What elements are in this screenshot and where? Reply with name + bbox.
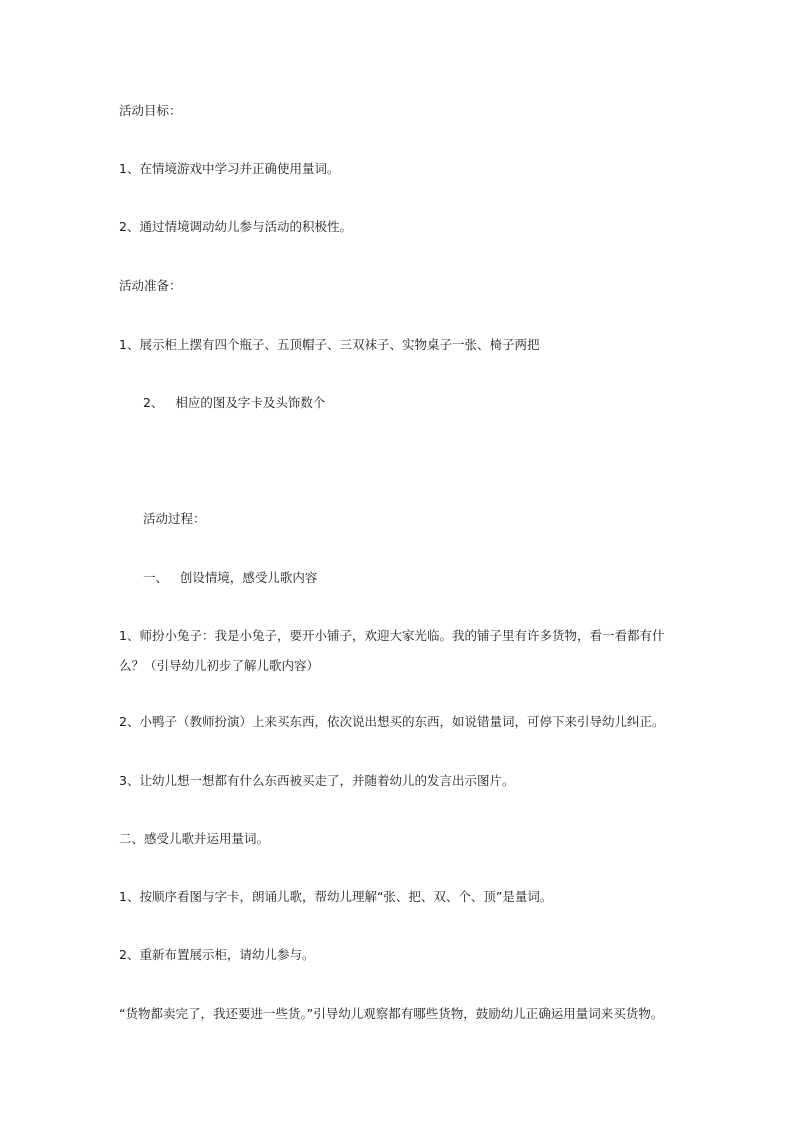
section-one-item-2: 2、小鸭子（教师扮演）上来买东西，依次说出想买的东西，如说错量词，可停下来引导幼儿纠正。 [119, 714, 665, 729]
section-two-item-2: 2、重新布置展示柜，请幼儿参与。 [119, 947, 315, 962]
prep-item-2: 2、 相应的图及字卡及头饰数个 [143, 395, 326, 410]
prep-heading: 活动准备： [119, 278, 182, 293]
section-one-item-3: 3、让幼儿想一想都有什么东西被买走了，并随着幼儿的发言出示图片。 [119, 773, 515, 788]
closing-quote: “货物都卖完了，我还要进一些货。”引导幼儿观察都有哪些货物，鼓励幼儿正确运用量词来买货物。 [119, 1006, 664, 1021]
goal-heading: 活动目标： [119, 103, 182, 118]
section-two-title: 二、感受儿歌并运用量词。 [119, 831, 270, 846]
section-one-item-1: 1、师扮小兔子：我是小兔子，要开小铺子，欢迎大家光临。我的铺子里有许多货物，看一看都有什么？（引导幼儿初步了解儿歌内容） [119, 628, 665, 673]
process-heading: 活动过程： [143, 511, 206, 526]
goal-item-2: 2、通过情境调动幼儿参与活动的积极性。 [119, 219, 352, 234]
prep-item-1: 1、展示柜上摆有四个瓶子、五顶帽子、三双袜子、实物桌子一张、椅子两把 [119, 337, 540, 352]
section-two-item-1: 1、按顺序看图与字卡，朗诵儿歌，帮幼儿理解“张、把、双、个、顶”是量词。 [119, 889, 553, 904]
goal-item-1: 1、在情境游戏中学习并正确使用量词。 [119, 161, 340, 176]
section-one-title: 一、 创设情境，感受儿歌内容 [143, 570, 318, 585]
